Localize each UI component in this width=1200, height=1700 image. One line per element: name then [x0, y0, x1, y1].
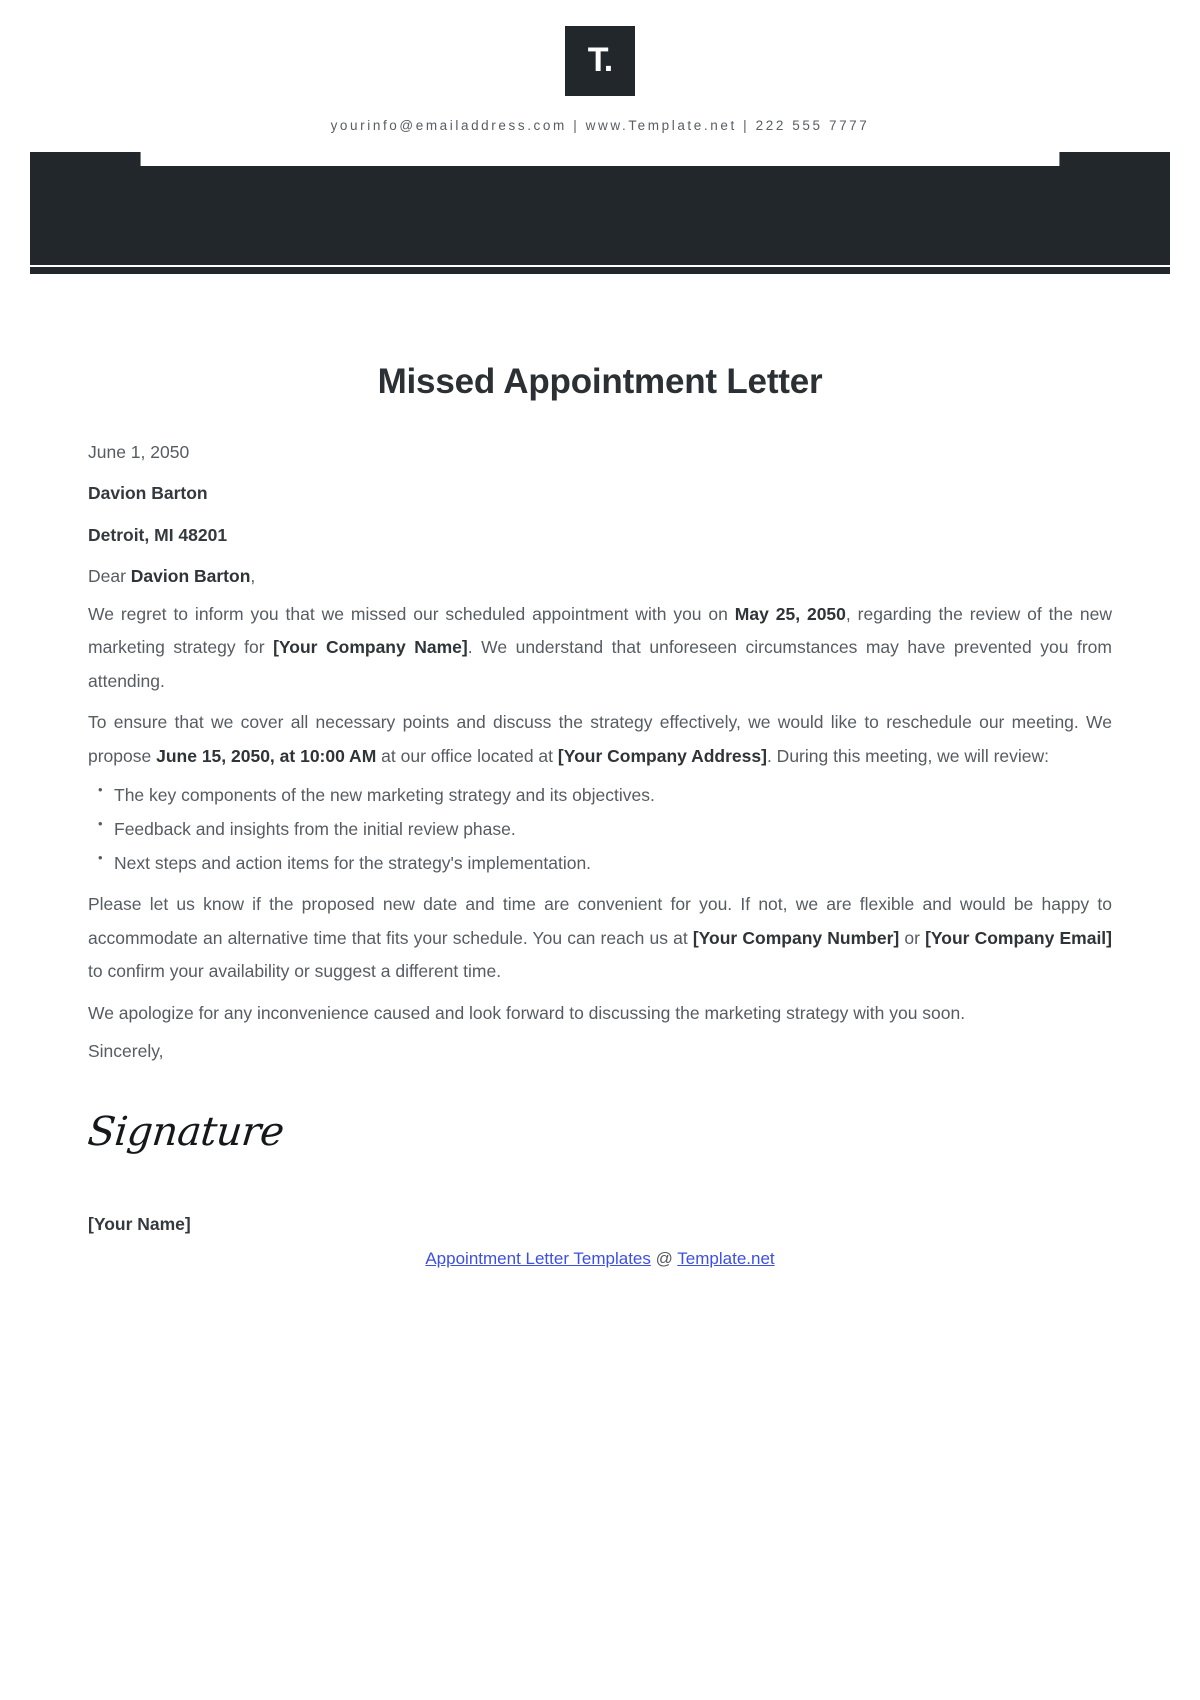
- paragraph-3: [88, 888, 1112, 989]
- p3-part-1: Please let us know if the proposed new date and time are convenient for you. If not, we are flexible and would be happy to accommodate an alternative time that fits your schedule. You can reach us at: [88, 894, 1112, 948]
- p3-bold-email: [Your Company Email]: [925, 927, 1112, 948]
- p3-bold-number: [Your Company Number]: [692, 927, 900, 948]
- closing-line: Sincerely,: [88, 1040, 164, 1061]
- signer-name: [Your Name]: [88, 1214, 191, 1235]
- paragraph-2: [88, 706, 1112, 773]
- p1-bold-date: May 25, 2050: [734, 603, 846, 624]
- paragraph-4: We apologize for any inconvenience caused and look forward to discussing the marketing strategy with you soon.: [88, 1003, 966, 1024]
- p1-part-3: . We understand that unforeseen circumstances may have prevented you from attending.: [88, 637, 1112, 691]
- p1-bold-company: [Your Company Name]: [273, 637, 468, 658]
- recipient-name: Davion Barton: [88, 483, 208, 504]
- letter-meta: [88, 440, 1112, 548]
- p2-part-1: To ensure that we cover all necessary points and discuss the strategy effectively, we would like to reschedule our meeting. We propose: [88, 712, 1112, 766]
- signature-block: [85, 1068, 1112, 1156]
- footer-separator: @: [650, 1249, 678, 1269]
- template-net-link[interactable]: Template.net: [677, 1249, 775, 1269]
- p2-bold-datetime: June 15, 2050, at 10:00 AM: [156, 745, 377, 766]
- letter-body: [0, 362, 1200, 1269]
- list-item: • Feedback and insights from the initial review phase.: [98, 813, 1112, 847]
- recipient-address: Detroit, MI 48201: [88, 524, 228, 545]
- p1-part-1: We regret to inform you that we missed our scheduled appointment with you on: [88, 603, 735, 624]
- list-item: • Next steps and action items for the strategy's implementation.: [98, 847, 1112, 881]
- list-item: • The key components of the new marketing strategy and its objectives.: [98, 779, 1112, 813]
- letterhead-header: [0, 0, 1200, 133]
- salutation-prefix: Dear: [88, 566, 131, 587]
- header-banner: [30, 152, 1170, 274]
- banner-underline: [30, 265, 1170, 267]
- p1-part-2: , regarding the review of the new marketing strategy for: [88, 603, 1112, 658]
- logo-glyph: T.: [587, 41, 613, 79]
- signature-script: Signature: [85, 1109, 286, 1156]
- page-title: Missed Appointment Letter: [377, 362, 823, 401]
- salutation-suffix: ,: [250, 566, 256, 587]
- p3-part-3: to confirm your availability or suggest a different time.: [88, 961, 502, 982]
- p2-bold-address: [Your Company Address]: [557, 745, 767, 766]
- salutation-name: Davion Barton: [130, 566, 251, 587]
- contact-info-line: yourinfo@emailaddress.com | www.Template.net | 222 555 7777: [330, 118, 870, 133]
- template-logo: [565, 26, 635, 96]
- letter-date: June 1, 2050: [88, 442, 190, 462]
- banner-shape: [30, 152, 1170, 274]
- p3-part-2: or: [899, 927, 926, 948]
- appointment-letter-templates-link[interactable]: Appointment Letter Templates: [425, 1249, 651, 1269]
- p2-part-2: at our office located at: [376, 745, 558, 766]
- p2-part-3: . During this meeting, we will review:: [766, 745, 1049, 766]
- paragraph-1: [88, 598, 1112, 699]
- footer-attribution: [88, 1249, 1112, 1269]
- review-items-list: [88, 779, 1112, 880]
- salutation: [88, 564, 1112, 589]
